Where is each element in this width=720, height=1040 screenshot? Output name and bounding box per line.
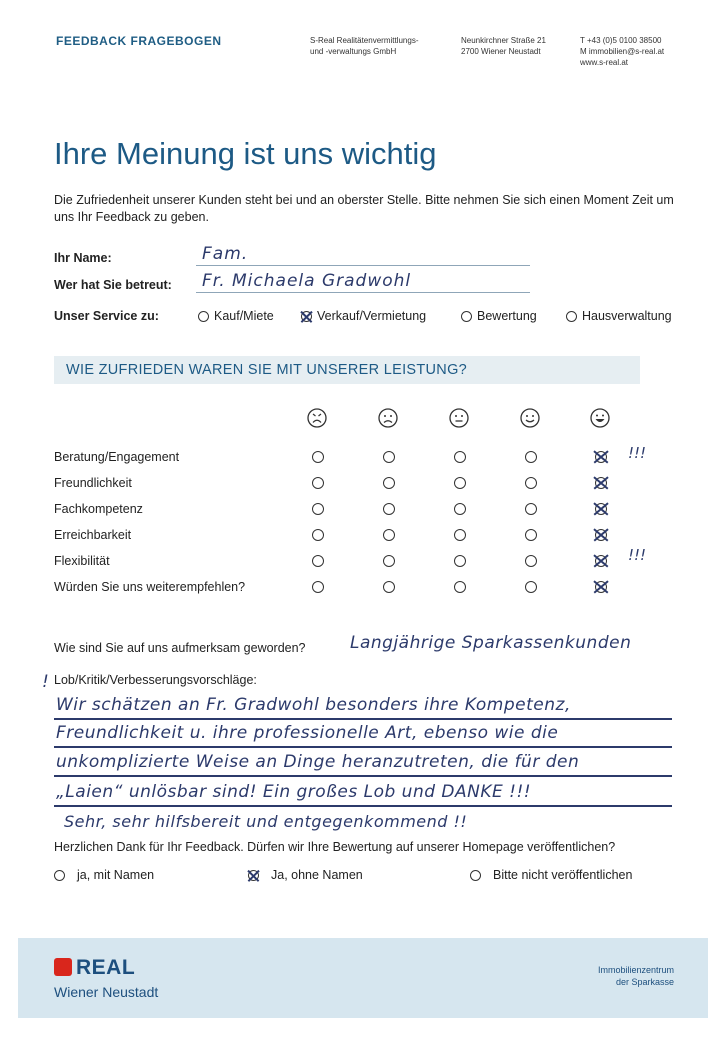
- rating-row-label: Flexibilität: [54, 554, 110, 568]
- rating-radio[interactable]: [595, 451, 607, 463]
- service-option-label: Bewertung: [477, 309, 537, 323]
- service-radio-kauf[interactable]: [198, 311, 209, 322]
- rating-row-label: Würden Sie uns weiterempfehlen?: [54, 580, 246, 594]
- company-line-2: und -verwaltungs GmbH: [310, 47, 397, 56]
- footer-tagline-line-2: der Sparkasse: [615, 977, 674, 987]
- rating-radio[interactable]: [454, 581, 466, 593]
- source-question: Wie sind Sie auf uns aufmerksam geworden?: [54, 641, 306, 655]
- publish-option-label: ja, mit Namen: [77, 868, 155, 882]
- rating-radio[interactable]: [595, 503, 607, 515]
- rating-radio[interactable]: [595, 555, 607, 567]
- rating-radio[interactable]: [312, 581, 324, 593]
- service-option-bewertung[interactable]: [461, 309, 537, 323]
- rating-radio[interactable]: [525, 529, 537, 541]
- rating-radio[interactable]: [312, 451, 324, 463]
- rating-row-label: Beratung/Engagement: [54, 450, 180, 464]
- logo-subtitle: Wiener Neustadt: [54, 984, 159, 1000]
- publish-option-label: Bitte nicht veröffentlichen: [493, 868, 633, 882]
- rating-radio[interactable]: [595, 529, 607, 541]
- rating-radio[interactable]: [454, 555, 466, 567]
- publish-option-label: Ja, ohne Namen: [271, 868, 363, 882]
- logo-text: REAL: [76, 956, 136, 979]
- rating-row-label: Fachkompetenz: [54, 502, 143, 516]
- form-title: FEEDBACK FRAGEBOGEN: [56, 34, 222, 48]
- footer-band: [18, 938, 708, 1018]
- rating-radio[interactable]: [383, 503, 395, 515]
- happy-face-icon: [520, 408, 540, 428]
- publish-option-without-name[interactable]: [248, 868, 363, 882]
- publish-option-with-name[interactable]: [54, 868, 154, 882]
- service-option-hausverwaltung[interactable]: [566, 309, 672, 323]
- rating-radio[interactable]: [312, 477, 324, 489]
- company-contact: [580, 35, 664, 68]
- comment-line: Wir schätzen an Fr. Gradwohl besonders ihre Kompetenz,: [56, 695, 571, 715]
- company-address: [461, 35, 546, 57]
- comment-line: unkomplizierte Weise an Dinge heranzutreten, die für den: [56, 752, 580, 772]
- service-radio-hausverwaltung[interactable]: [566, 311, 577, 322]
- publish-radio-without-name[interactable]: [248, 870, 259, 881]
- service-label: Unser Service zu:: [54, 309, 159, 323]
- address-line-2: 2700 Wiener Neustadt: [461, 47, 541, 56]
- advisor-underline: [196, 292, 530, 293]
- phone-text: T +43 (0)5 0100 38500: [580, 36, 662, 45]
- publish-radio-no[interactable]: [470, 870, 481, 881]
- rating-radio[interactable]: [454, 477, 466, 489]
- rating-radio[interactable]: [454, 529, 466, 541]
- comment-underline: [54, 775, 672, 777]
- advisor-field[interactable]: Fr. Michaela Gradwohl: [202, 271, 412, 291]
- neutral-face-icon: [449, 408, 469, 428]
- comment-line: Freundlichkeit u. ihre professionelle Art, ebenso wie die: [56, 723, 559, 743]
- rating-note: !!!: [628, 444, 647, 462]
- publish-option-no[interactable]: [470, 868, 632, 882]
- comment-underline: [54, 746, 672, 748]
- email-text: M immobilien@s-real.at: [580, 47, 665, 56]
- source-answer[interactable]: Langjährige Sparkassenkunden: [350, 633, 632, 653]
- rating-radio[interactable]: [595, 477, 607, 489]
- rating-radio[interactable]: [525, 451, 537, 463]
- comments-label: Lob/Kritik/Verbesserungsvorschläge:: [54, 673, 257, 687]
- comment-underline: [54, 805, 672, 807]
- comment-line: Sehr, sehr hilfsbereit und entgegenkommend !!: [64, 812, 468, 831]
- publish-radio-with-name[interactable]: [54, 870, 65, 881]
- intro-text: Die Zufriedenheit unserer Kunden steht bei und an oberster Stelle. Bitte nehmen Sie sich einen Moment Zeit um uns Ihr Feedback zu geben.: [54, 193, 674, 224]
- rating-row-label: Erreichbarkeit: [54, 528, 132, 542]
- advisor-label: Wer hat Sie betreut:: [54, 278, 172, 292]
- rating-note: !!!: [628, 546, 647, 564]
- rating-radio[interactable]: [383, 581, 395, 593]
- thanks-text: Herzlichen Dank für Ihr Feedback. Dürfen wir Ihre Bewertung auf unserer Homepage veröffentlichen?: [54, 840, 616, 854]
- service-option-kauf[interactable]: [198, 309, 274, 323]
- comment-line: „Laien“ unlösbar sind! Ein großes Lob und DANKE !!!: [56, 782, 532, 802]
- unhappy-face-icon: [378, 408, 398, 428]
- rating-heading-band: [54, 356, 640, 384]
- rating-radio[interactable]: [312, 529, 324, 541]
- rating-radio[interactable]: [454, 451, 466, 463]
- service-option-verkauf[interactable]: [301, 309, 426, 323]
- service-option-label: Hausverwaltung: [582, 309, 672, 323]
- rating-radio[interactable]: [525, 555, 537, 567]
- web-text: www.s-real.at: [580, 58, 629, 67]
- rating-radio[interactable]: [312, 555, 324, 567]
- very-happy-face-icon: [590, 408, 610, 428]
- comments-mark: !: [42, 672, 49, 692]
- company-name: [310, 35, 419, 57]
- rating-radio[interactable]: [454, 503, 466, 515]
- rating-radio[interactable]: [383, 451, 395, 463]
- name-label: Ihr Name:: [54, 251, 112, 265]
- rating-radio[interactable]: [383, 555, 395, 567]
- service-radio-bewertung[interactable]: [461, 311, 472, 322]
- rating-radio[interactable]: [525, 477, 537, 489]
- rating-row-label: Freundlichkeit: [54, 476, 132, 490]
- name-underline: [196, 265, 530, 266]
- company-line-1: S-Real Realitätenvermittlungs-: [310, 36, 419, 45]
- name-field[interactable]: Fam.: [202, 244, 249, 264]
- service-radio-verkauf[interactable]: [301, 311, 312, 322]
- footer-tagline: [598, 964, 674, 988]
- rating-radio[interactable]: [312, 503, 324, 515]
- service-option-label: Verkauf/Vermietung: [317, 309, 427, 323]
- sparkasse-s-logo-icon: [54, 958, 72, 976]
- rating-heading: WIE ZUFRIEDEN WAREN SIE MIT UNSERER LEISTUNG?: [66, 362, 468, 378]
- comment-underline: [54, 718, 672, 720]
- address-line-1: Neunkirchner Straße 21: [461, 36, 546, 45]
- rating-radio[interactable]: [595, 581, 607, 593]
- rating-radio[interactable]: [525, 581, 537, 593]
- service-option-label: Kauf/Miete: [214, 309, 274, 323]
- rating-radio[interactable]: [383, 529, 395, 541]
- very-unhappy-face-icon: [307, 408, 327, 428]
- page-title: Ihre Meinung ist uns wichtig: [54, 136, 437, 171]
- rating-radio[interactable]: [525, 503, 537, 515]
- footer-tagline-line-1: Immobilienzentrum: [597, 965, 674, 975]
- rating-radio[interactable]: [383, 477, 395, 489]
